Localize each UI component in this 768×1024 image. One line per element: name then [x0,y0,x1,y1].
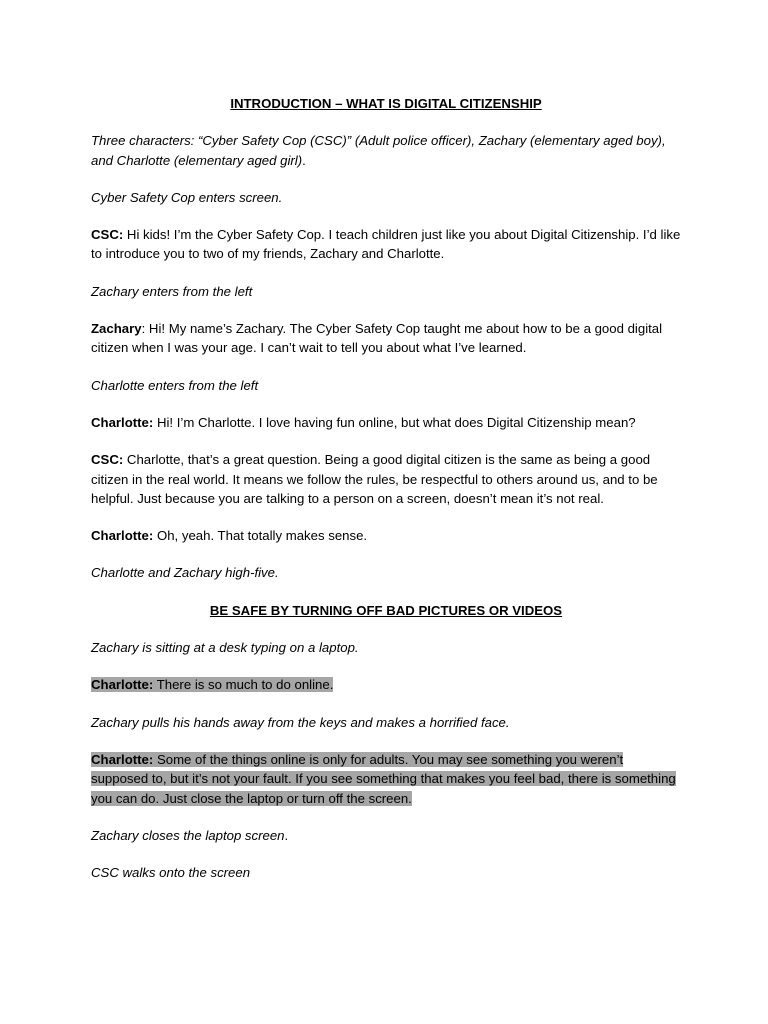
speaker-name: CSC: [91,227,124,243]
stage-direction-block [91,826,681,845]
dialogue-text: Charlotte, that’s a great question. Being a good digital citizen is the same as being a good citizen in the real world. It means we follow the rules, be respectful to others around us, and to be helpful. Just because you are talking to a person on a screen, doesn’t mean it’s not real. [91,452,658,506]
dialogue-text: Some of the things online is only for adults. You may see something you weren’t supposed to, but it’s not your fault. If you see something that makes you feel bad, there is something you can do. Just close the laptop or turn off the screen. [91,751,676,806]
stage-direction: Zachary is sitting at a desk typing on a laptop. [91,640,359,656]
characters-description [91,131,681,170]
speaker-name: Zachary [91,321,142,337]
stage-direction-period: . [284,827,289,843]
speaker-name: Charlotte: [91,677,154,693]
highlighted-text [91,752,676,806]
dialogue-text: There is so much to do online. [153,677,334,693]
dialogue-text: Oh, yeah. That totally makes sense. [153,528,368,544]
dialogue-line [91,225,681,264]
dialogue-line [91,413,681,432]
dialogue-line [91,450,681,508]
stage-direction: Charlotte and Zachary high-five. [91,565,279,581]
dialogue-line-highlighted [91,750,681,808]
section-heading-introduction: INTRODUCTION – WHAT IS DIGITAL CITIZENSHIP [230,96,542,111]
characters-text: Three characters: “Cyber Safety Cop (CSC)” (Adult police officer), Zachary (elementary aged boy), and Charlotte (elementary aged girl) [91,133,666,168]
script-body [91,94,681,900]
dialogue-line-highlighted [91,675,681,694]
speaker-name: Charlotte: [91,528,154,544]
highlighted-text [91,677,333,692]
stage-direction: Charlotte enters from the left [91,377,259,393]
speaker-name: Charlotte: [91,751,154,767]
characters-period: . [302,152,306,168]
stage-direction: Zachary closes the laptop screen [91,827,285,843]
section-heading-be-safe: BE SAFE BY TURNING OFF BAD PICTURES OR VIDEOS [209,602,563,618]
speaker-name: CSC: [91,452,124,468]
dialogue-line [91,319,681,358]
stage-direction: Zachary pulls his hands away from the keys and makes a horrified face. [91,714,510,730]
speaker-name: Charlotte: [91,414,154,430]
stage-direction: Cyber Safety Cop enters screen. [91,189,283,205]
dialogue-line [91,526,681,545]
dialogue-text: Hi kids! I’m the Cyber Safety Cop. I teach children just like you about Digital Citizenship. I’d like to introduce you to two of my friends, Zachary and Charlotte. [91,227,681,262]
dialogue-text: Hi! My name’s Zachary. The Cyber Safety Cop taught me about how to be a good digital citizen when I was your age. I can’t wait to tell you about what I’ve learned. [91,321,663,356]
stage-direction: CSC walks onto the screen [91,865,251,881]
dialogue-text: Hi! I’m Charlotte. I love having fun online, but what does Digital Citizenship mean? [153,414,636,430]
speaker-colon: : [141,321,146,337]
stage-direction: Zachary enters from the left [91,283,253,299]
